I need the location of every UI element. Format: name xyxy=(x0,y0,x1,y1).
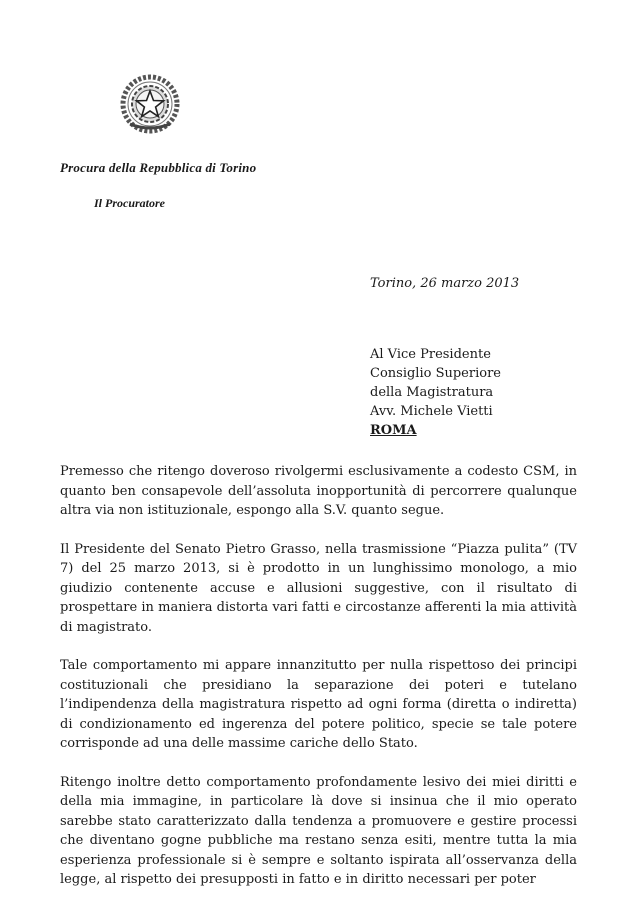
body-paragraph: Il Presidente del Senato Pietro Grasso, nella trasmissione “Piazza pulita” (TV 7) del 25 marzo 2013, si è prodotto in un lunghissimo monologo, a mio giudizio contenente accuse e allusioni suggestive, con il risultato di prospettare in maniera distorta vari fatti e circostanze afferenti la mia attività di magistrato. xyxy=(60,541,577,635)
body-paragraph: Premesso che ritengo doveroso rivolgermi esclusivamente a codesto CSM, in quanto ben consapevole dell’assoluta inopportunità di percorrere qualunque altra via non istituzionale, espongo alla S.V. quanto segue. xyxy=(60,464,577,518)
recipient-line: Avv. Michele Vietti xyxy=(370,404,493,419)
recipient-city: ROMA xyxy=(370,423,417,438)
body-paragraph: Tale comportamento mi appare innanzitutto per nulla rispettoso dei principi costituzionali che presidiano la separazione dei poteri e tutelano l’indipendenza della magistratura rispetto ad ogni forma (diretta o indiretta) di condizionamento ed ingerenza del potere politico, specie se tale potere corrisponde ad una delle massime cariche dello Stato. xyxy=(60,658,577,751)
recipient-line: della Magistratura xyxy=(370,385,494,400)
office-role: Il Procuratore xyxy=(94,196,166,210)
recipient-line: Consiglio Superiore xyxy=(370,366,501,381)
body-paragraph: Ritengo inoltre detto comportamento profondamente lesivo dei miei diritti e della mia immagine, in particolare là dove si insinua che il mio operato sarebbe stato caratterizzato dalla tendenza a promuovere e gestire processi che diventano gogne pubbliche ma restano senza esiti, mentre tutta la mia esperienza professionale si è sempre e soltanto ispirata all’osservanza della legge, al rispetto dei presupposti in fatto e in diritto necessari per poter xyxy=(60,774,577,887)
recipient-address xyxy=(370,345,501,440)
letter-date: Torino, 26 marzo 2013 xyxy=(370,276,520,291)
letter-body xyxy=(60,462,577,909)
office-name: Procura della Repubblica di Torino xyxy=(60,160,257,175)
italian-republic-emblem-icon xyxy=(118,72,182,136)
recipient-line: Al Vice Presidente xyxy=(370,347,491,362)
